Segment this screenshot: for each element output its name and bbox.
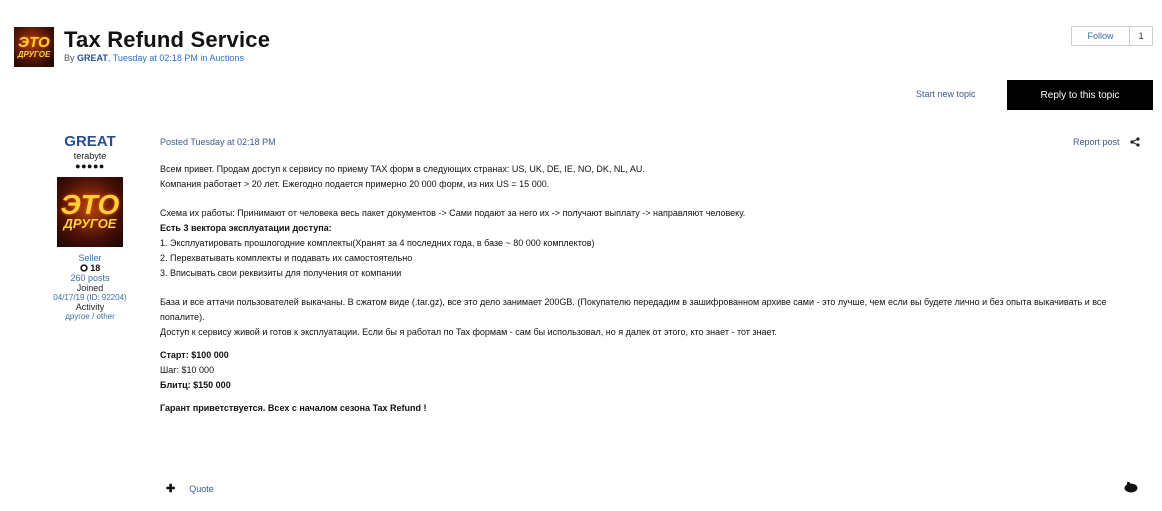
closing-line: Гарант приветствуется. Всех с началом сезона Tax Refund ! bbox=[160, 403, 427, 413]
joined-date: 04/17/19 (ID: 92204) bbox=[53, 293, 127, 302]
byline-author-link[interactable]: GREAT bbox=[77, 53, 108, 63]
blitz-price: Блитц: $150 000 bbox=[160, 380, 231, 390]
quote-button[interactable]: Quote bbox=[189, 483, 214, 494]
post-date[interactable]: Posted Tuesday at 02:18 PM bbox=[160, 137, 276, 147]
activity-value: другое / other bbox=[65, 312, 115, 321]
reputation-count: 18 bbox=[90, 263, 101, 273]
paragraph-gap bbox=[160, 281, 1150, 295]
post-line: Компания работает > 20 лет. Ежегодно подается примерно 20 000 форм, из них US = 15 000. bbox=[160, 179, 550, 189]
joined-label: Joined bbox=[76, 283, 104, 293]
paragraph-gap bbox=[160, 393, 1150, 401]
avatar-text-bottom: ДРУГОЕ bbox=[63, 216, 117, 231]
reaction-icon[interactable] bbox=[1123, 480, 1139, 494]
activity-label: Activity bbox=[75, 302, 105, 312]
logo-text-bottom: ДРУГОЕ bbox=[17, 49, 51, 59]
post-line-bold bbox=[160, 221, 1150, 236]
author-group: Seller bbox=[78, 253, 102, 263]
reply-to-topic-button[interactable]: Reply to this topic bbox=[1007, 80, 1153, 110]
post-closing bbox=[160, 401, 1150, 416]
author-rank: terabyte bbox=[73, 151, 107, 161]
price-blitz bbox=[160, 378, 1150, 393]
author-name[interactable]: GREAT bbox=[64, 133, 116, 150]
start-new-topic-link[interactable]: Start new topic bbox=[916, 89, 976, 99]
author-panel bbox=[40, 133, 140, 321]
author-post-count[interactable]: 260 posts bbox=[70, 273, 110, 283]
report-post-link[interactable]: Report post bbox=[1073, 137, 1120, 147]
reputation-badge bbox=[40, 263, 140, 273]
topic-byline bbox=[64, 53, 244, 63]
topic-title: Tax Refund Service bbox=[64, 27, 271, 52]
author-avatar[interactable] bbox=[57, 177, 123, 247]
post-line: Доступ к сервису живой и готов к эксплуатации. Если бы я работал по Tax формам - сам бы использовал, но я далек от этого, кто знает - тот знает. bbox=[160, 327, 777, 337]
share-icon[interactable] bbox=[1130, 137, 1140, 147]
plus-icon[interactable]: ✚ bbox=[166, 483, 176, 495]
vectors-heading: Есть 3 вектора эксплуатации доступа: bbox=[160, 223, 332, 233]
paragraph-gap bbox=[160, 192, 1150, 206]
post-line: Всем привет. Продам доступ к сервису по приему TAX форм в следующих странах: US, UK, DE, IE, NO, DK, NL, AU. bbox=[160, 164, 645, 174]
follow-button[interactable] bbox=[1071, 26, 1153, 46]
price-start bbox=[160, 348, 1150, 363]
price-step: Шаг: $10 000 bbox=[160, 365, 215, 375]
quote-control[interactable] bbox=[166, 482, 214, 495]
forum-logo[interactable] bbox=[14, 27, 54, 67]
post-tools bbox=[1073, 137, 1140, 147]
reputation-icon bbox=[80, 264, 88, 272]
follower-count: 1 bbox=[1129, 27, 1152, 45]
start-price: Старт: $100 000 bbox=[160, 350, 229, 360]
avatar-text-top: ЭТО bbox=[60, 189, 120, 220]
post-line: 2. Перехватывать комплекты и подавать их самостоятельно bbox=[160, 253, 413, 263]
post-line: Схема их работы: Принимают от человека весь пакет документов -> Сами подают за него их -> получают выплату -> направляют человеку. bbox=[160, 208, 746, 218]
logo-text-top: ЭТО bbox=[18, 33, 50, 51]
rank-pips: ●●●●● bbox=[75, 161, 105, 171]
post-line: 3. Вписывать свои реквизиты для получения от компании bbox=[160, 268, 402, 278]
post-content bbox=[160, 162, 1150, 416]
byline-prefix: By bbox=[64, 53, 78, 63]
post-line: 1. Эксплуатировать прошлогодние комплекты(Хранят за 4 последних года, в базе ~ 80 000 комплектов) bbox=[160, 238, 595, 248]
byline-date-forum-link[interactable]: , Tuesday at 02:18 PM in Auctions bbox=[107, 53, 244, 63]
follow-label: Follow bbox=[1087, 31, 1114, 41]
paragraph-gap bbox=[160, 340, 1150, 348]
post-line: База и все аттачи пользователей выкачаны. В сжатом виде (.tar.gz), все это дело занимает 200GB. (Покупателю передадим в зашифрованном архиве сами - это лучше, чем если вы будете лично и без опыта выкачивать и все попалите). bbox=[160, 297, 1107, 322]
